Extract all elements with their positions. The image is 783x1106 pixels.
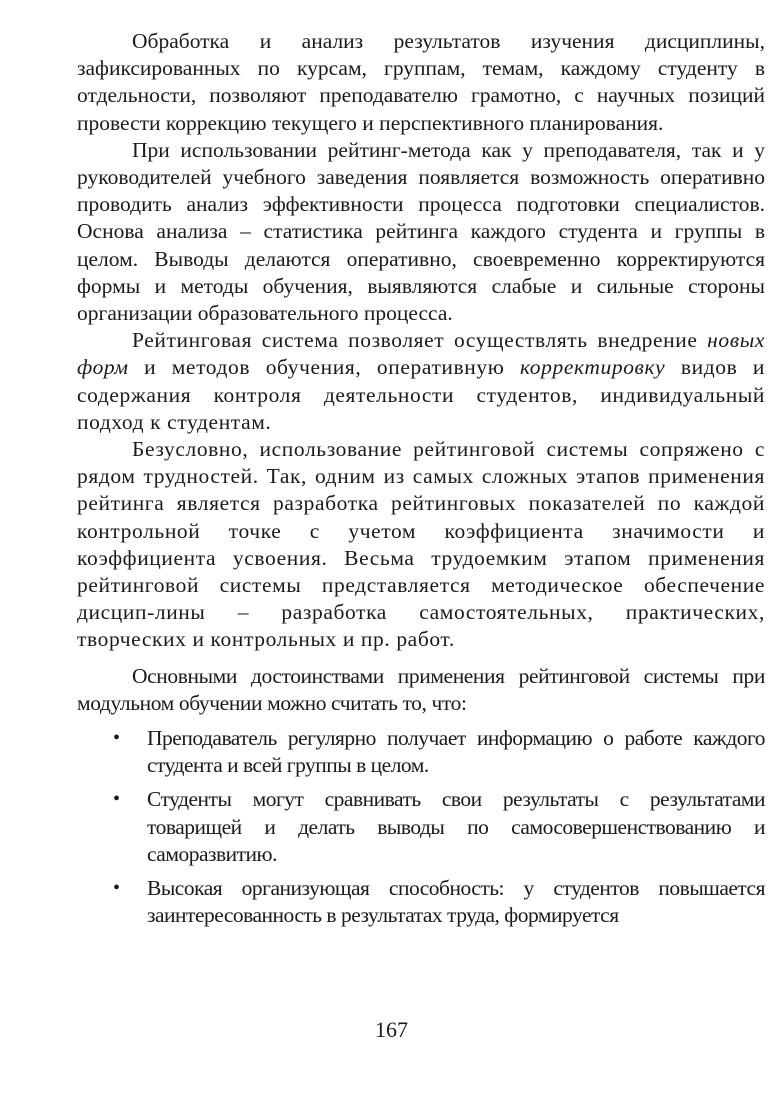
paragraph-3-emphasis-a: новых форм	[77, 328, 765, 380]
list-item-text: Студенты могут сравнивать свои результаты с результатами товарищей и делать выводы по самосовершенствованию и саморазвитию.	[147, 787, 765, 866]
list-item-text: Преподаватель регулярно получает информацию о работе каждого студента и всей группы в целом.	[147, 726, 765, 778]
paragraph-3-text-b: и методов обучения, оперативную	[128, 355, 520, 380]
paragraph-3	[77, 327, 765, 436]
list-item-text: Высокая организующая способность: у студентов повышается заинтересованность в результатах труда, формируется	[147, 876, 765, 928]
bullet-icon: •	[113, 727, 120, 750]
paragraph-3-emphasis-b: корректировку	[519, 355, 666, 380]
paragraph-1: Обработка и анализ результатов изучения дисциплины, зафиксированных по курсам, группам, темам, каждому студенту в отдельности, позволяют преподавателю грамотно, с научных позиций провести коррекцию текущего и перспективного планирования.	[77, 29, 765, 135]
paragraph-3-text-c: видов и содержания контроля деятельности студентов, индивидуальный подход к студентам.	[77, 355, 765, 434]
bullet-icon: •	[113, 788, 120, 811]
page-number: 167	[375, 1017, 408, 1042]
paragraph-5: Основными достоинствами применения рейтинговой системы при модульном обучении можно считать то, что:	[77, 663, 765, 715]
list-item	[77, 875, 765, 929]
paragraph-4: Безусловно, использование рейтинговой системы сопряжено с рядом трудностей. Так, одним из самых сложных этапов применения рейтинга является разработка рейтинговых показателей по каждой контрольной точке с учетом коэффициента значимости и коэффициента усвоения. Весьма трудоемким этапом применения рейтинговой системы представляется методическое обеспечение дисцип-лины – разработка самостоятельных, практических, творческих и контрольных и пр. работ.	[77, 437, 765, 652]
bullet-icon: •	[113, 877, 120, 900]
list-item	[77, 786, 765, 868]
list-item	[77, 725, 765, 779]
advantages-list	[77, 725, 765, 929]
paragraph-2: При использовании рейтинг-метода как у преподавателя, так и у руководителей учебного заведения появляется возможность оперативно проводить анализ эффективности процесса подготовки специалистов. Основа анализа – статистика рейтинга каждого студента и группы в целом. Выводы делаются оперативно, своевременно корректируются формы и методы обучения, выявляются слабые и сильные стороны организации образовательного процесса.	[77, 137, 765, 326]
paragraph-3-text-a: Рейтинговая система позволяет осуществлять внедрение	[132, 328, 708, 353]
document-page	[77, 28, 765, 937]
